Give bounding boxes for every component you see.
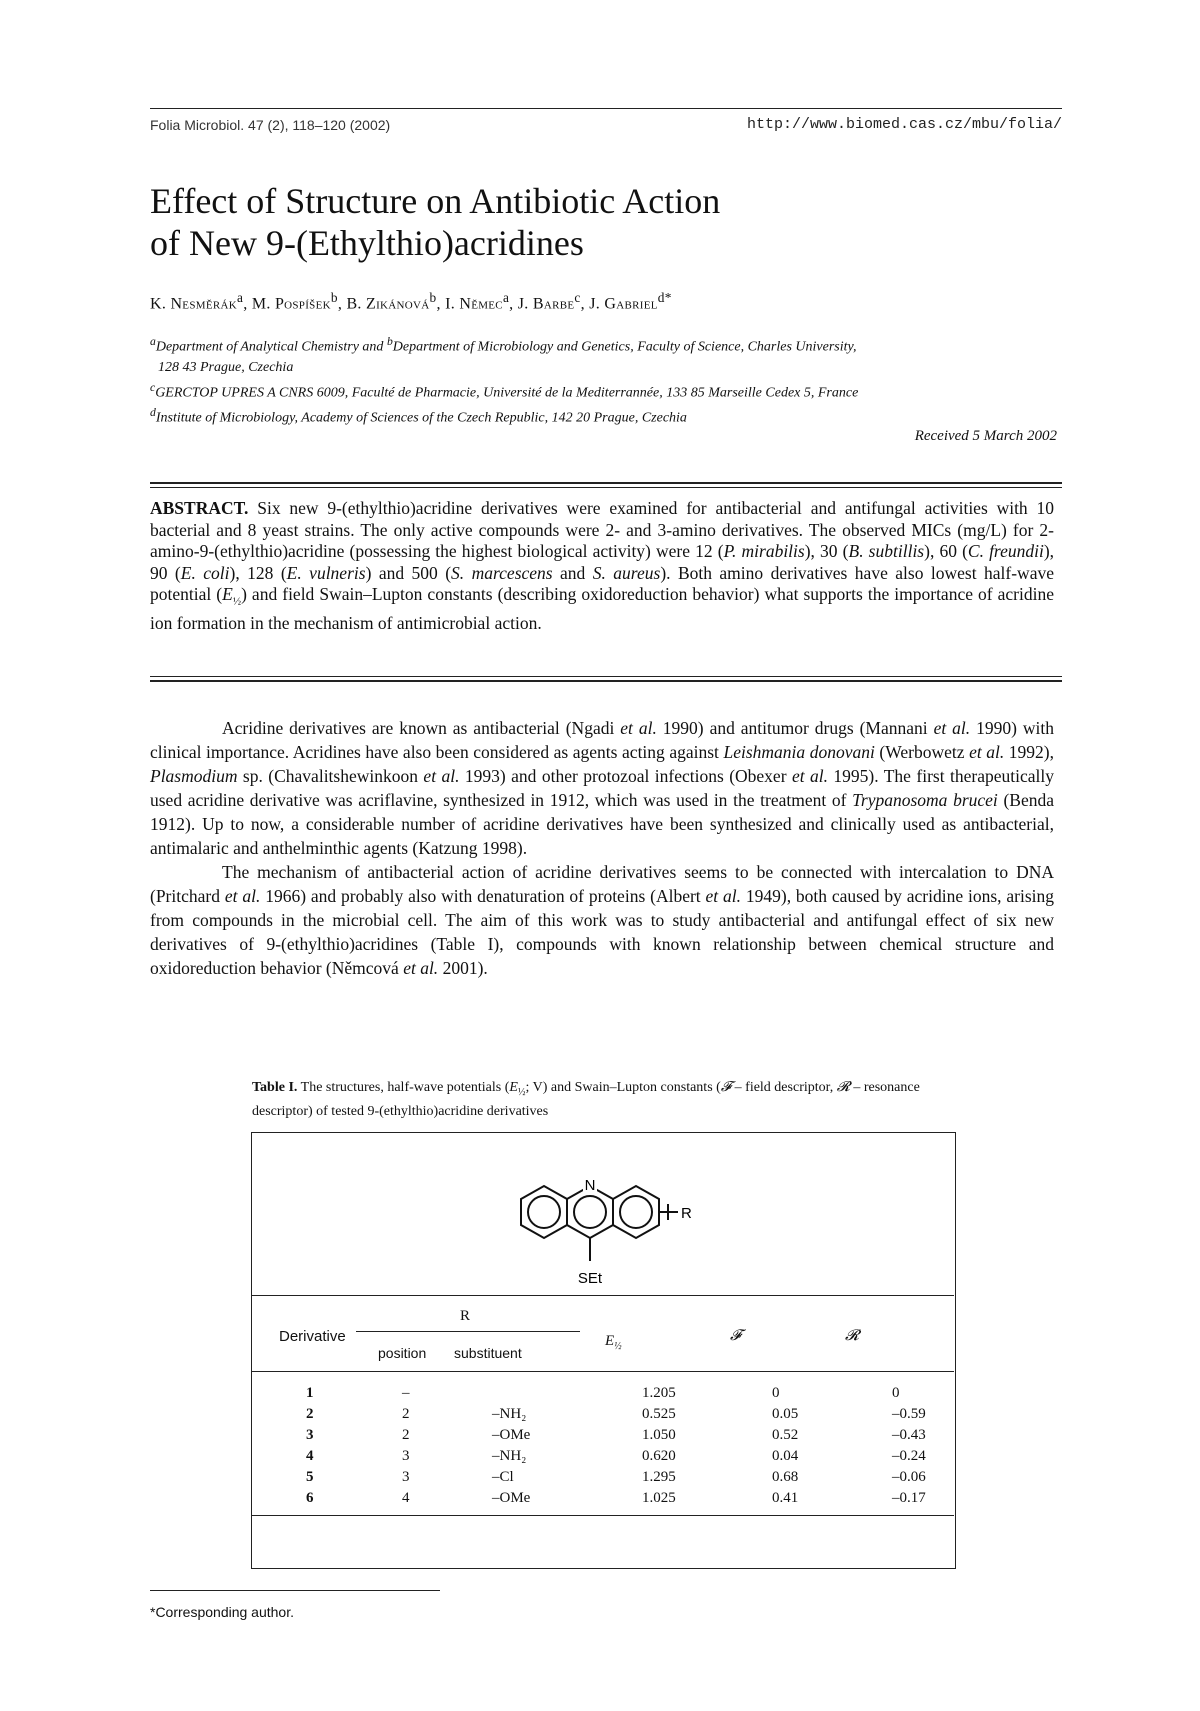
affiliation-d: $^d$Institute of Microbiology, Academy of Sciences of the Czech Republic, 142 20 Prague, Czechia [150, 406, 687, 426]
cell-pos: 3 [402, 1448, 410, 1464]
cell-deriv: 2 [306, 1406, 314, 1422]
text-segment: 2001). [438, 958, 488, 978]
text-segment: et al. [620, 718, 657, 738]
ring-right-aromatic [620, 1196, 652, 1228]
header-resonance: 𝓡 [845, 1326, 860, 1344]
cell-r: –0.17 [892, 1490, 926, 1506]
text-segment: 1995). The first therapeutically used acridine derivative was acriflavine, synthesized in 1912, which was used in the treatment of [150, 766, 1054, 810]
header-field: 𝓕 [730, 1326, 742, 1344]
text-segment: Plasmodium [150, 766, 238, 786]
affiliation-ab-cont: 128 43 Prague, Czechia [158, 359, 294, 375]
text-segment: et al. [423, 766, 460, 786]
cell-f: 0.68 [772, 1469, 799, 1485]
cell-pos: 2 [402, 1406, 410, 1422]
abstract: ABSTRACT. Six new 9-(ethylthio)acridine derivatives were examined for antibacterial and antifungal activities with 10 bacterial and 8 yeast strains. The only active compounds were 2- and 3-amino derivatives. The observed MICs (mg/L) for 2-amino-9-(ethylthio)acridine (possessing the highest biological activity) were 12 (P. mirabilis), 30 (B. subtillis), 60 (C. freundii), 90 (E. coli), 128 (E. vulneris) and 500 (S. marcescens and S. aureus). Both amino derivatives have also lowest half-wave potential $(E_{\frac{1}{2}})$ and field Swain–Lupton constants (describing oxidoreduction behavior) what supports the importance of acridine ion formation in the mechanism of antimicrobial action. [150, 498, 1055, 633]
table-row [252, 1448, 957, 1470]
text-segment: et al. [791, 766, 828, 786]
table-row [252, 1406, 957, 1428]
text-segment: et al. [969, 742, 1005, 762]
author-list: K. Nesměrák$^a$, M. Pospíšek$^b$, B. Zikánová$^b$, I. Němec$^a$, J. Barbe$^c$, J. Gabriel$^{d*}$ [150, 290, 672, 313]
cell-deriv: 6 [306, 1490, 314, 1506]
footnote: *Corresponding author. [150, 1604, 294, 1620]
text-segment: 1992), [1004, 742, 1055, 762]
cell-e: 1.025 [642, 1490, 676, 1506]
abstract-rule-bottom-2 [150, 680, 1062, 682]
paragraph-1 [150, 716, 1054, 860]
cell-f: 0.41 [772, 1490, 799, 1506]
author-name: M. Pospíšek [251, 295, 331, 313]
cell-pos: 2 [402, 1427, 410, 1443]
text-segment: (Werbowetz [874, 742, 970, 762]
cell-deriv: 3 [306, 1427, 314, 1443]
author-affiliation-mark: c [574, 290, 581, 305]
cell-e: 0.620 [642, 1448, 676, 1464]
text-segment: (Benda 1912). Up to now, a considerable number of acridine derivatives have been synthesized and clinically used as antibacterial, antimalaric and anthelminthic agents (Katzung 1998). [150, 790, 1054, 858]
text-segment: et al. [705, 886, 741, 906]
cell-e: 0.525 [642, 1406, 676, 1422]
ring-left-aromatic [528, 1196, 560, 1228]
affiliations [150, 332, 1050, 429]
table-row [252, 1490, 957, 1512]
text-segment: sp. (Chavalitshewinkoon [237, 766, 424, 786]
affiliation-c: $^c$GERCTOP UPRES A CNRS 6009, Faculté de Pharmacie, Université de la Mediterrannée, 133 85 Marseille Cedex 5, France [150, 380, 859, 401]
table-rule-header [252, 1371, 954, 1372]
cell-e: 1.295 [642, 1469, 676, 1485]
journal-url[interactable]: http://www.biomed.cas.cz/mbu/folia/ [746, 116, 1062, 133]
text-segment: 1990) with clinical importance. Acridines have also been considered as agents acting against [150, 718, 1054, 762]
cell-pos: 3 [402, 1469, 410, 1485]
cell-r: –0.43 [892, 1427, 926, 1443]
cell-deriv: 5 [306, 1469, 314, 1485]
cell-f: 0 [772, 1385, 780, 1401]
author-name: J. Barbe [517, 295, 575, 313]
author-name: B. Zikánová [346, 295, 430, 313]
author-name: K. Nesměrák [150, 295, 237, 313]
cell-pos: – [402, 1385, 410, 1401]
text-segment: 1993) and other protozoal infections (Obexer [459, 766, 792, 786]
cell-pos: 4 [402, 1490, 410, 1506]
abstract-rule-top-2 [150, 487, 1062, 488]
table-row [252, 1469, 957, 1491]
author-name: I. Němec [445, 295, 503, 313]
affiliation-ab: $^a$Department of Analytical Chemistry and $^b$Department of Microbiology and Genetics, Faculty of Science, Charles University, [150, 335, 857, 355]
title-line-1: Effect of Structure on Antibiotic Action [150, 181, 721, 221]
ring-middle-aromatic [574, 1196, 606, 1228]
text-segment: 1990) and antitumor drugs (Mannani [656, 718, 934, 738]
text-segment: Trypanosoma brucei [852, 790, 998, 810]
cell-e: 1.050 [642, 1427, 676, 1443]
cell-sub: –OMe [492, 1490, 531, 1506]
cell-f: 0.05 [772, 1406, 799, 1422]
cell-deriv: 4 [306, 1448, 314, 1464]
cell-r: 0 [892, 1385, 900, 1401]
paragraph-2 [150, 860, 1054, 980]
table-box [251, 1132, 956, 1569]
author-affiliation-mark: a [502, 290, 510, 305]
header-substituent: substituent [454, 1345, 522, 1361]
author-affiliation-mark: d* [657, 290, 672, 305]
abstract-rule-bottom-1 [150, 676, 1062, 677]
author-affiliation-mark: a [236, 290, 244, 305]
body-text [150, 716, 1054, 980]
author-affiliation-mark: b [429, 290, 437, 305]
text-segment: et al. [933, 718, 971, 738]
n-label: N [584, 1177, 596, 1194]
cell-deriv: 1 [306, 1385, 314, 1401]
text-segment: et al. [403, 958, 439, 978]
text-segment: The mechanism of antibacterial action of acridine derivatives seems to be connected with intercalation to DNA (Pritchard [150, 862, 1054, 906]
cell-e: 1.205 [642, 1385, 676, 1401]
article-title [150, 180, 1050, 264]
received-date: Received 5 March 2002 [914, 428, 1057, 444]
text-segment: 1949), both caused by acridine ions, arising from compounds in the microbial cell. The aim of this work was to study antibacterial and antifungal effect of six new derivatives of 9-(ethylthio)acridines (Table I), compounds with known relationship between chemical structure and oxidoreduction behavior (Němcová [150, 886, 1054, 978]
footnote-rule [150, 1590, 440, 1591]
cell-r: –0.06 [892, 1469, 926, 1485]
text-segment: 1966) and probably also with denaturation of proteins (Albert [260, 886, 706, 906]
journal-citation: Folia Microbiol. 47 (2), 118–120 (2002) [150, 117, 391, 133]
cell-sub: –NH₂ [492, 1406, 527, 1422]
header-position: position [378, 1345, 427, 1361]
header-r-underline [356, 1331, 580, 1332]
text-segment: et al. [224, 886, 261, 906]
abstract-label: ABSTRACT. [150, 498, 249, 518]
cell-f: 0.04 [772, 1448, 799, 1464]
author-name: J. Gabriel [589, 295, 658, 313]
table-row [252, 1385, 957, 1407]
abstract-rule-top-1 [150, 482, 1062, 484]
header-derivative: Derivative [279, 1328, 346, 1345]
author-affiliation-mark: b [330, 290, 338, 305]
table-rule-bottom [252, 1515, 954, 1516]
cell-sub: –OMe [492, 1427, 531, 1443]
text-segment: Acridine derivatives are known as antibacterial (Ngadi [222, 718, 621, 738]
cell-f: 0.52 [772, 1427, 799, 1443]
table-row [252, 1427, 957, 1449]
cell-sub: –NH₂ [492, 1448, 527, 1464]
title-line-2: of New 9-(Ethylthio)acridines [150, 223, 584, 263]
header-e-half: $E_{\frac{1}{2}}$ [605, 1333, 622, 1352]
acridine-structure [252, 1133, 957, 1293]
r-label: R [681, 1205, 692, 1222]
table-caption: Table I. The structures, half-wave potentials ($E_{\frac{1}{2}}$; V) and Swain–Lupton constants (𝓕 – field descriptor, 𝓡 – resonance descriptor) of tested 9-(ethylthio)acridine derivatives [252, 1080, 920, 1119]
set-label: SEt [577, 1270, 603, 1287]
cell-sub: –Cl [492, 1469, 514, 1485]
table-rule-structure [252, 1295, 954, 1296]
cell-r: –0.24 [892, 1448, 926, 1464]
header-r-group: R [460, 1308, 471, 1324]
cell-r: –0.59 [892, 1406, 926, 1422]
text-segment: Leishmania donovani [723, 742, 875, 762]
header-rule [150, 108, 1062, 109]
